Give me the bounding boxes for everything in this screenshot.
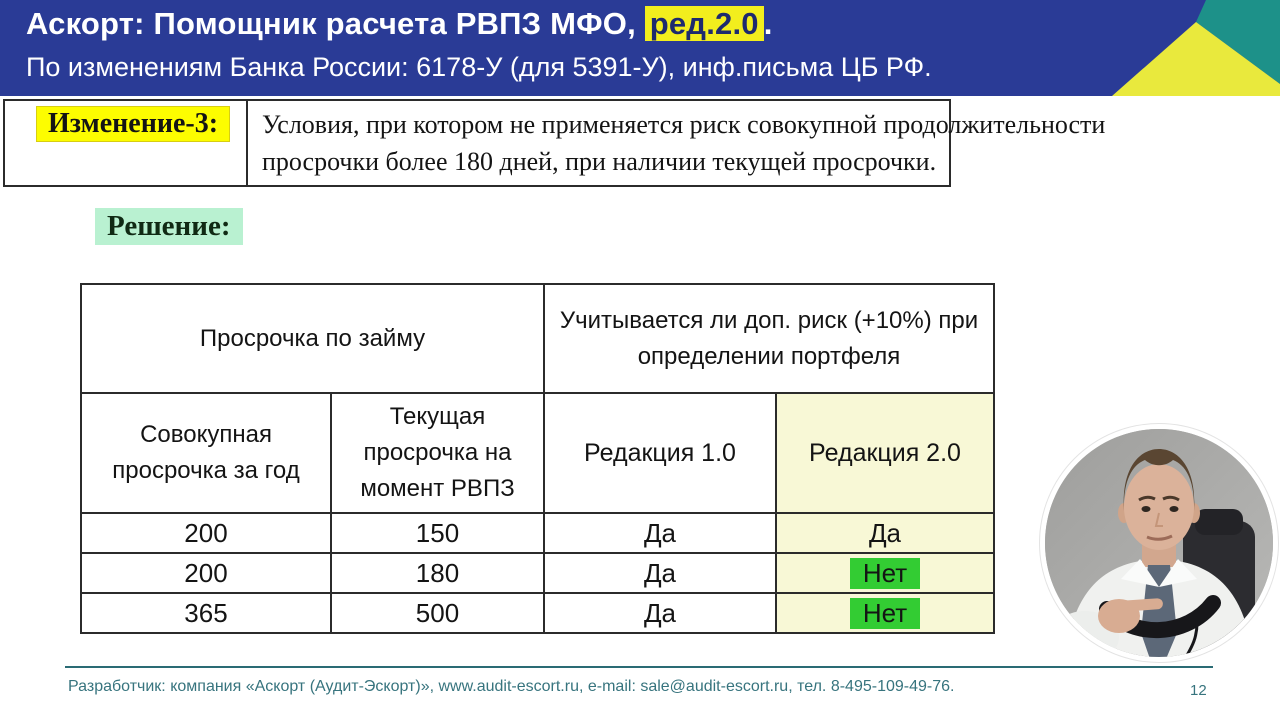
slide-title [26, 6, 773, 42]
slide-subtitle: По изменениям Банка России: 6178-У (для 5391-У), инф.письма ЦБ РФ. [26, 52, 932, 82]
frame-line-bottom [3, 185, 951, 187]
cell-current: 180 [331, 553, 544, 593]
cell-total: 200 [81, 513, 331, 553]
group-header-overdue: Просрочка по займу [81, 284, 544, 393]
email-link: sale@audit-escort.ru [640, 678, 789, 695]
footer-text [68, 678, 954, 696]
footer-phone-text: , тел. 8-495-109-49-76. [788, 678, 955, 695]
cell-total: 200 [81, 553, 331, 593]
slide-title-suffix: . [763, 6, 773, 41]
frame-line-left [3, 99, 5, 187]
slide-title-version-highlight: ред.2.0 [645, 6, 764, 41]
frame-line-divider [246, 99, 248, 187]
footer-email-label: , e-mail: [578, 678, 641, 695]
column-header-current-overdue: Текущая просрочка на момент РВПЗ [331, 393, 544, 513]
corner-triangles-decoration [1100, 0, 1280, 96]
cell-edition2-value: Да [868, 517, 902, 548]
decision-table [80, 283, 995, 634]
presenter-illustration [1045, 429, 1273, 657]
table-group-header-row [81, 284, 994, 393]
page-number: 12 [1190, 682, 1207, 699]
cell-total: 365 [81, 593, 331, 633]
cell-edition1: Да [544, 513, 776, 553]
frame-line-top [3, 99, 951, 101]
cell-current: 150 [331, 513, 544, 553]
website-link: www.audit-escort.ru [438, 678, 579, 695]
slide-title-prefix: Аскорт: Помощник расчета РВПЗ МФО, [26, 6, 645, 41]
column-header-edition-1: Редакция 1.0 [544, 393, 776, 513]
header-band [0, 0, 1280, 96]
presenter-webcam [1040, 424, 1278, 662]
cell-edition1: Да [544, 553, 776, 593]
table-column-header-row [81, 393, 994, 513]
cell-edition2-value: Нет [850, 598, 920, 629]
cell-edition2-value: Нет [850, 558, 920, 589]
table-row [81, 593, 994, 633]
cell-edition2 [776, 593, 994, 633]
cell-edition2 [776, 513, 994, 553]
cell-edition2 [776, 553, 994, 593]
footer-divider-line [65, 666, 1213, 668]
column-header-edition-2: Редакция 2.0 [776, 393, 994, 513]
solution-label: Решение: [95, 208, 243, 245]
column-header-total-overdue: Совокупная просрочка за год [81, 393, 331, 513]
change-description: Условия, при котором не применяется риск совокупной продолжительности просрочки более 180 дней, при наличии текущей просрочки. [262, 110, 1106, 176]
table-row [81, 513, 994, 553]
cell-edition1: Да [544, 593, 776, 633]
footer-developer-text: Разработчик: компания «Аскорт (Аудит-Эскорт)», [68, 678, 439, 695]
cell-current: 500 [331, 593, 544, 633]
change-label: Изменение-3: [36, 106, 230, 142]
group-header-extra-risk: Учитывается ли доп. риск (+10%) при определении портфеля [544, 284, 994, 393]
table-row [81, 553, 994, 593]
